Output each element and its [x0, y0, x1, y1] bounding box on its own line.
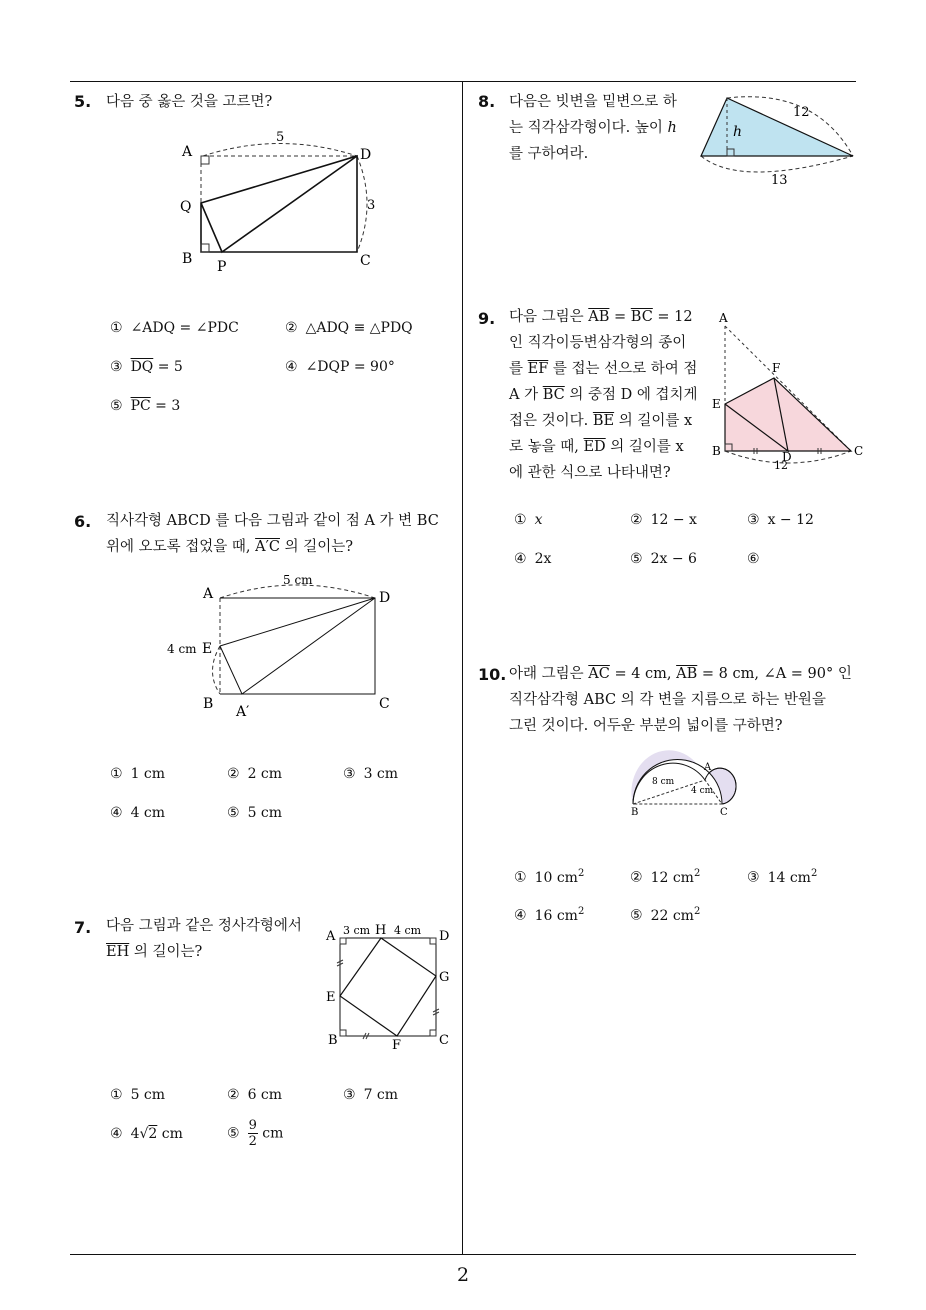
q10-option-5[interactable]: ⑤ 22 $cm^2$	[630, 906, 701, 924]
q9-option-6[interactable]: ⑥	[747, 551, 760, 567]
q5-text: 다음 중 옳은 것을 고르면?	[106, 94, 273, 110]
q8-label-a: 12	[793, 105, 810, 120]
q9-option-4[interactable]: ④ 2x	[514, 551, 552, 567]
q10-line1: 아래 그림은 $\overline{AC} = 4$ cm, $\overline{AB} = 8$ cm, ∠A = 90° 인	[509, 666, 852, 682]
q7-label-g: G	[439, 970, 450, 985]
q5-figure	[170, 125, 400, 275]
q9-label-a: A	[719, 311, 728, 325]
q8-line3: 를 구하여라.	[509, 146, 589, 162]
q9-label-c: C	[854, 444, 864, 458]
q7-option-1[interactable]: ① 5 cm	[110, 1087, 166, 1103]
q9-option-5[interactable]: ⑤ 2x − 6	[630, 551, 697, 567]
q6-label-c: C	[379, 696, 390, 712]
q10-option-2[interactable]: ② 12 $cm^2$	[630, 868, 701, 886]
q8-figure	[695, 92, 865, 192]
q9-line5: 접은 것이다. $\overline{BE}$ 의 길이를 x	[509, 413, 693, 429]
q7-label-d: D	[439, 929, 450, 944]
q7-line2: $\overline{EH}$ 의 길이는?	[106, 944, 203, 960]
q6-option-1[interactable]: ① 1 cm	[110, 766, 166, 782]
q6-segment: A′C	[255, 539, 280, 555]
q5-number: 5.	[74, 92, 92, 111]
q6-label-b: B	[203, 696, 214, 712]
q9-figure	[708, 310, 868, 475]
q6-line1: 직사각형 ABCD 를 다음 그림과 같이 점 A 가 변 BC	[106, 513, 439, 529]
q9-number: 9.	[478, 309, 496, 328]
q9-line4: A 가 $\overline{BC}$ 의 중점 D 에 겹치게	[509, 387, 698, 403]
q9-line7: 에 관한 식으로 나타내면?	[509, 465, 671, 481]
q6-option-4[interactable]: ④ 4 cm	[110, 805, 166, 821]
q7-label-seg1: 3 cm	[343, 924, 371, 937]
q9-line1: 다음 그림은 $\overline{AB} = \overline{BC} = 12$	[509, 309, 693, 325]
q9-line2: 인 직각이등변삼각형의 종이	[509, 335, 687, 351]
q7-figure	[322, 920, 462, 1055]
q5-label-p: P	[217, 259, 227, 275]
q5-label-c: C	[360, 253, 371, 269]
q6-line2: 위에 오도록 접었을 때, A′C 의 길이는?	[106, 539, 353, 555]
q7-line1: 다음 그림과 같은 정사각형에서	[106, 918, 302, 934]
q9-label-f: F	[772, 361, 781, 375]
q10-line3: 그린 것이다. 어두운 부분의 넓이를 구하면?	[509, 718, 783, 734]
q5-label-a: A	[182, 144, 193, 160]
q10-number: 10.	[478, 665, 507, 684]
q10-figure	[625, 742, 755, 822]
q10-label-ab: 8 cm	[652, 777, 675, 787]
q5-label-q: Q	[180, 199, 192, 215]
page-number: 2	[456, 1264, 470, 1286]
q7-option-2[interactable]: ② 6 cm	[227, 1087, 283, 1103]
q5-option-3[interactable]: ③ $\overline{DQ} = 5$	[110, 359, 183, 375]
q7-label-seg2: 4 cm	[394, 924, 422, 937]
q9-option-2[interactable]: ② 12 − x	[630, 512, 697, 528]
q7-number: 7.	[74, 918, 92, 937]
q6-label-d: D	[379, 590, 391, 606]
q10-line2: 직각삼각형 ABC 의 각 변을 지름으로 하는 반원을	[509, 692, 826, 708]
q9-label-base: 12	[774, 459, 788, 472]
q7-label-b: B	[328, 1033, 338, 1048]
q5-label-d: D	[360, 147, 372, 163]
q6-label-a: A	[203, 586, 214, 602]
q9-label-d: D	[782, 450, 792, 464]
q5-option-2[interactable]: ② △ADQ ≡ △PDQ	[285, 320, 413, 336]
q6-label-e: E	[202, 641, 213, 657]
q5-option-4[interactable]: ④ ∠DQP = 90°	[285, 359, 395, 375]
q7-label-f: F	[392, 1038, 402, 1053]
header-rule	[70, 81, 856, 82]
q5-option-1[interactable]: ① ∠ADQ = ∠PDC	[110, 320, 239, 336]
q10-option-3[interactable]: ③ 14 $cm^2$	[747, 868, 818, 886]
q7-option-4[interactable]: ④ 4√2 cm	[110, 1126, 183, 1142]
q9-line3: 를 $\overline{EF}$ 를 접는 선으로 하여 점	[509, 361, 698, 377]
q5-label-b: B	[182, 251, 193, 267]
q10-label-c: C	[720, 807, 728, 818]
q8-line2: 는 직각삼각형이다. 높이 h	[509, 120, 677, 136]
q9-label-e: E	[712, 397, 721, 411]
q6-figure	[165, 572, 405, 722]
q5-label-right: 3	[367, 198, 376, 213]
q9-line6: 로 놓을 때, $\overline{ED}$ 의 길이를 x	[509, 439, 684, 455]
q6-number: 6.	[74, 512, 92, 531]
q8-label-h: h	[733, 124, 743, 140]
q7-label-h: H	[375, 923, 387, 938]
q8-line1: 다음은 빗변을 밑변으로 하	[509, 94, 677, 110]
q8-number: 8.	[478, 92, 496, 111]
q6-label-a-prime: A′	[236, 704, 250, 720]
q7-option-5[interactable]: ⑤ $\frac{9}{2}$ cm	[227, 1118, 284, 1149]
q5-option-5[interactable]: ⑤ $\overline{PC} = 3$	[110, 398, 181, 414]
q7-label-e: E	[326, 990, 336, 1005]
q10-label-ac: 4 cm	[691, 786, 714, 796]
q5-label-top: 5	[276, 130, 285, 145]
q9-option-3[interactable]: ③ x − 12	[747, 512, 814, 528]
q6-label-top: 5 cm	[283, 573, 313, 587]
q7-segment: $\overline{EH}$	[106, 944, 130, 960]
q9-label-b: B	[712, 444, 721, 458]
q6-label-left: 4 cm	[167, 642, 197, 656]
q10-option-1[interactable]: ① 10 $cm^2$	[514, 868, 585, 886]
q10-option-4[interactable]: ④ 16 $cm^2$	[514, 906, 585, 924]
q7-label-c: C	[439, 1033, 449, 1048]
q6-option-3[interactable]: ③ 3 cm	[343, 766, 399, 782]
q10-label-a: A	[704, 762, 712, 773]
q8-label-b: 13	[771, 173, 788, 188]
q6-option-5[interactable]: ⑤ 5 cm	[227, 805, 283, 821]
q9-option-1[interactable]: ① x	[514, 512, 543, 528]
footer-rule	[70, 1254, 856, 1255]
q7-option-3[interactable]: ③ 7 cm	[343, 1087, 399, 1103]
q6-option-2[interactable]: ② 2 cm	[227, 766, 283, 782]
column-divider	[462, 81, 463, 1255]
q10-label-b: B	[631, 807, 639, 818]
q7-label-a: A	[326, 929, 336, 944]
